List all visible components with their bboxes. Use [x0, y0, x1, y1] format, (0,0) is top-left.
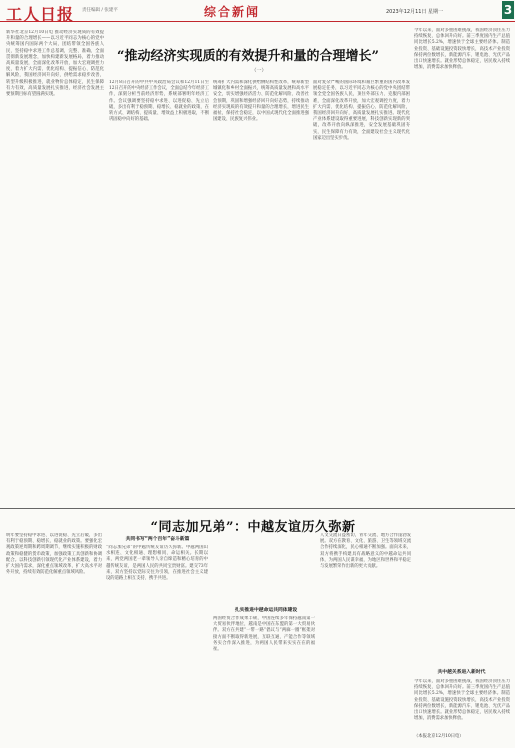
headline-economy: “推动经济实现质的有效提升和量的合理增长”	[117, 49, 379, 64]
masthead	[0, 0, 515, 22]
section-title: 综合新闻	[204, 5, 261, 19]
article-column-1: 新华社北京12月10日电 推动经济实现质的有效提升和量的合理增长——以习近平同志为核心的党中央统筹国内国际两个大局，团结带领全国各族人民，坚持稳中求进工作总基调，完整、准确、全面贯彻新发展理念，加快构建新发展格局，着力推动高质量发展，全面深化改革开放，加大宏观调控力度，着力扩大内需、优化结构、提振信心、防范化解风险，我国经济回升向好，供给需求稳步改善，转型升级积极推进，就业物价总体稳定，民生保障有力有效，高质量发展扎实推进，经济社会发展主要预期目标有望圆满实现。	[6, 30, 104, 98]
section-divider	[0, 508, 515, 509]
article-column-5: 今年以来，面对多重困难挑战，我国经济顶住压力持续恢复、总体回升向好。前三季度国内生产总值同比增长5.2%，增速快于全球主要经济体。制造业投资、基础设施投资较快增长，高技术产业投资保持两位数增长，新能源汽车、锂电池、光伏产品出口快速增长。就业形势总体稳定，居民收入持续增加，消费需求加快释放。	[414, 28, 510, 71]
editor-tag: 责任编辑 / 张建平	[82, 8, 118, 13]
article-column-3: 统筹扩大内需和深化供给侧结构性改革，统筹新型城镇化和乡村全面振兴，统筹高质量发展和高水平安全，切实增强经济活力、防范化解风险、改善社会预期，巩固和增强经济回升向好态势，持续推动经济实现质的有效提升和量的合理增长，增进民生福祉，保持社会稳定，以中国式现代化全面推进强国建设、民族复兴伟业。	[213, 80, 309, 123]
page-number-badge: 3	[503, 3, 513, 17]
subhead-1: 共同书写“两个百年”奋斗新篇	[125, 537, 190, 542]
subhead-3: 共中越关系进入新时代	[437, 670, 486, 675]
friendship-column-1: 明年要坚持稳中求进、以进促稳、先立后破，多出有利于稳预期、稳增长、稳就业的政策。要强化宏观政策逆周期和跨周期调节，继续实施积极的财政政策和稳健的货币政策，加强政策工具创新和协调配合。以科技创新引领现代化产业体系建设，着力扩大国内需求，深化重点领域改革，扩大高水平对外开放，持续有效防范化解重点领域风险。	[6, 533, 102, 576]
friendship-column-4: 人文交流日益密切，青年交流、地方合作蓬勃发展。双方在教育、文化、旅游、卫生等领域交流合作持续深化，民心相通不断加强。面向未来，双方将携手构建具有战略意义的中越命运共同体，为两国人民谋幸福，为地区和世界和平稳定与发展繁荣作出新的更大贡献。	[320, 533, 411, 570]
newspaper-logo: 工人日报	[6, 5, 75, 24]
issue-date: 2023年12月11日 星期一	[386, 9, 444, 15]
friendship-column-2: “同志加兄弟”的中越传统友谊历久弥新。中越两国山水相连、文化相通、理想相同、命运相关。长期以来，两党两国老一辈领导人亲自缔造和精心培育的中越传统友谊，是两国人民的共同宝贵财富。建交73年来，双方坚持以党际交往为引领，在推进社会主义建设的道路上相互支持、携手共进。	[106, 545, 208, 582]
article-column-4: 面对复杂严峻的国际环境和艰巨繁重的国内改革发展稳定任务，以习近平同志为核心的党中央团结带领全党全国各族人民，顶住外部压力、克服内部困难，全面深化改革开放，加大宏观调控力度，着力扩大内需、优化结构、提振信心、防范化解风险，我国经济回升向好，高质量发展扎实推进。现代化产业体系建设取得重要进展，科技创新实现新的突破，改革开放向纵深推进，安全发展基础巩固夯实，民生保障有力有效，全面建设社会主义现代化国家迈出坚实步伐。	[313, 80, 410, 141]
subhead-2: 扎实推进中越命运共同体建设	[234, 608, 298, 613]
dateline-note: （本报北京12月10日电）	[414, 734, 464, 739]
article-byline: （一）	[251, 68, 267, 74]
friendship-column-5: 今年以来，面对多重困难挑战，我国经济顶住压力持续恢复、总体回升向好。前三季度国内生产总值同比增长5.2%，增速快于全球主要经济体。制造业投资、基础设施投资较快增长，高技术产业投资保持两位数增长，新能源汽车、锂电池、光伏产品出口快速增长。就业形势总体稳定，居民收入持续增加，消费需求加快释放。	[414, 679, 510, 722]
article-column-2: 12月8日召开的中共中央政治局会议和12月11日至12日召开的中央经济工作会议，全面总结今年经济工作，深刻分析当前经济形势，系统部署明年经济工作。会议强调要坚持稳中求进、以进促稳、先立后破，多出有利于稳预期、稳增长、稳就业的政策，在转方式、调结构、提质量、增效益上积极进取，不断巩固稳中向好的基础。	[109, 80, 209, 123]
friendship-column-3: 两国经贸合作成果丰硕，中国连续多年保持越南第一大贸易伙伴地位，越南是中国在东盟的第一大贸易伙伴。双方在共建“一带一路”倡议与“两廊一圈”框架对接方面不断取得新进展，互联互通、产能合作等领域务实合作深入推进，为两国人民带来实实在在的福祉。	[213, 616, 315, 653]
headline-friendship: “同志加兄弟”：中越友谊历久弥新	[150, 520, 356, 535]
